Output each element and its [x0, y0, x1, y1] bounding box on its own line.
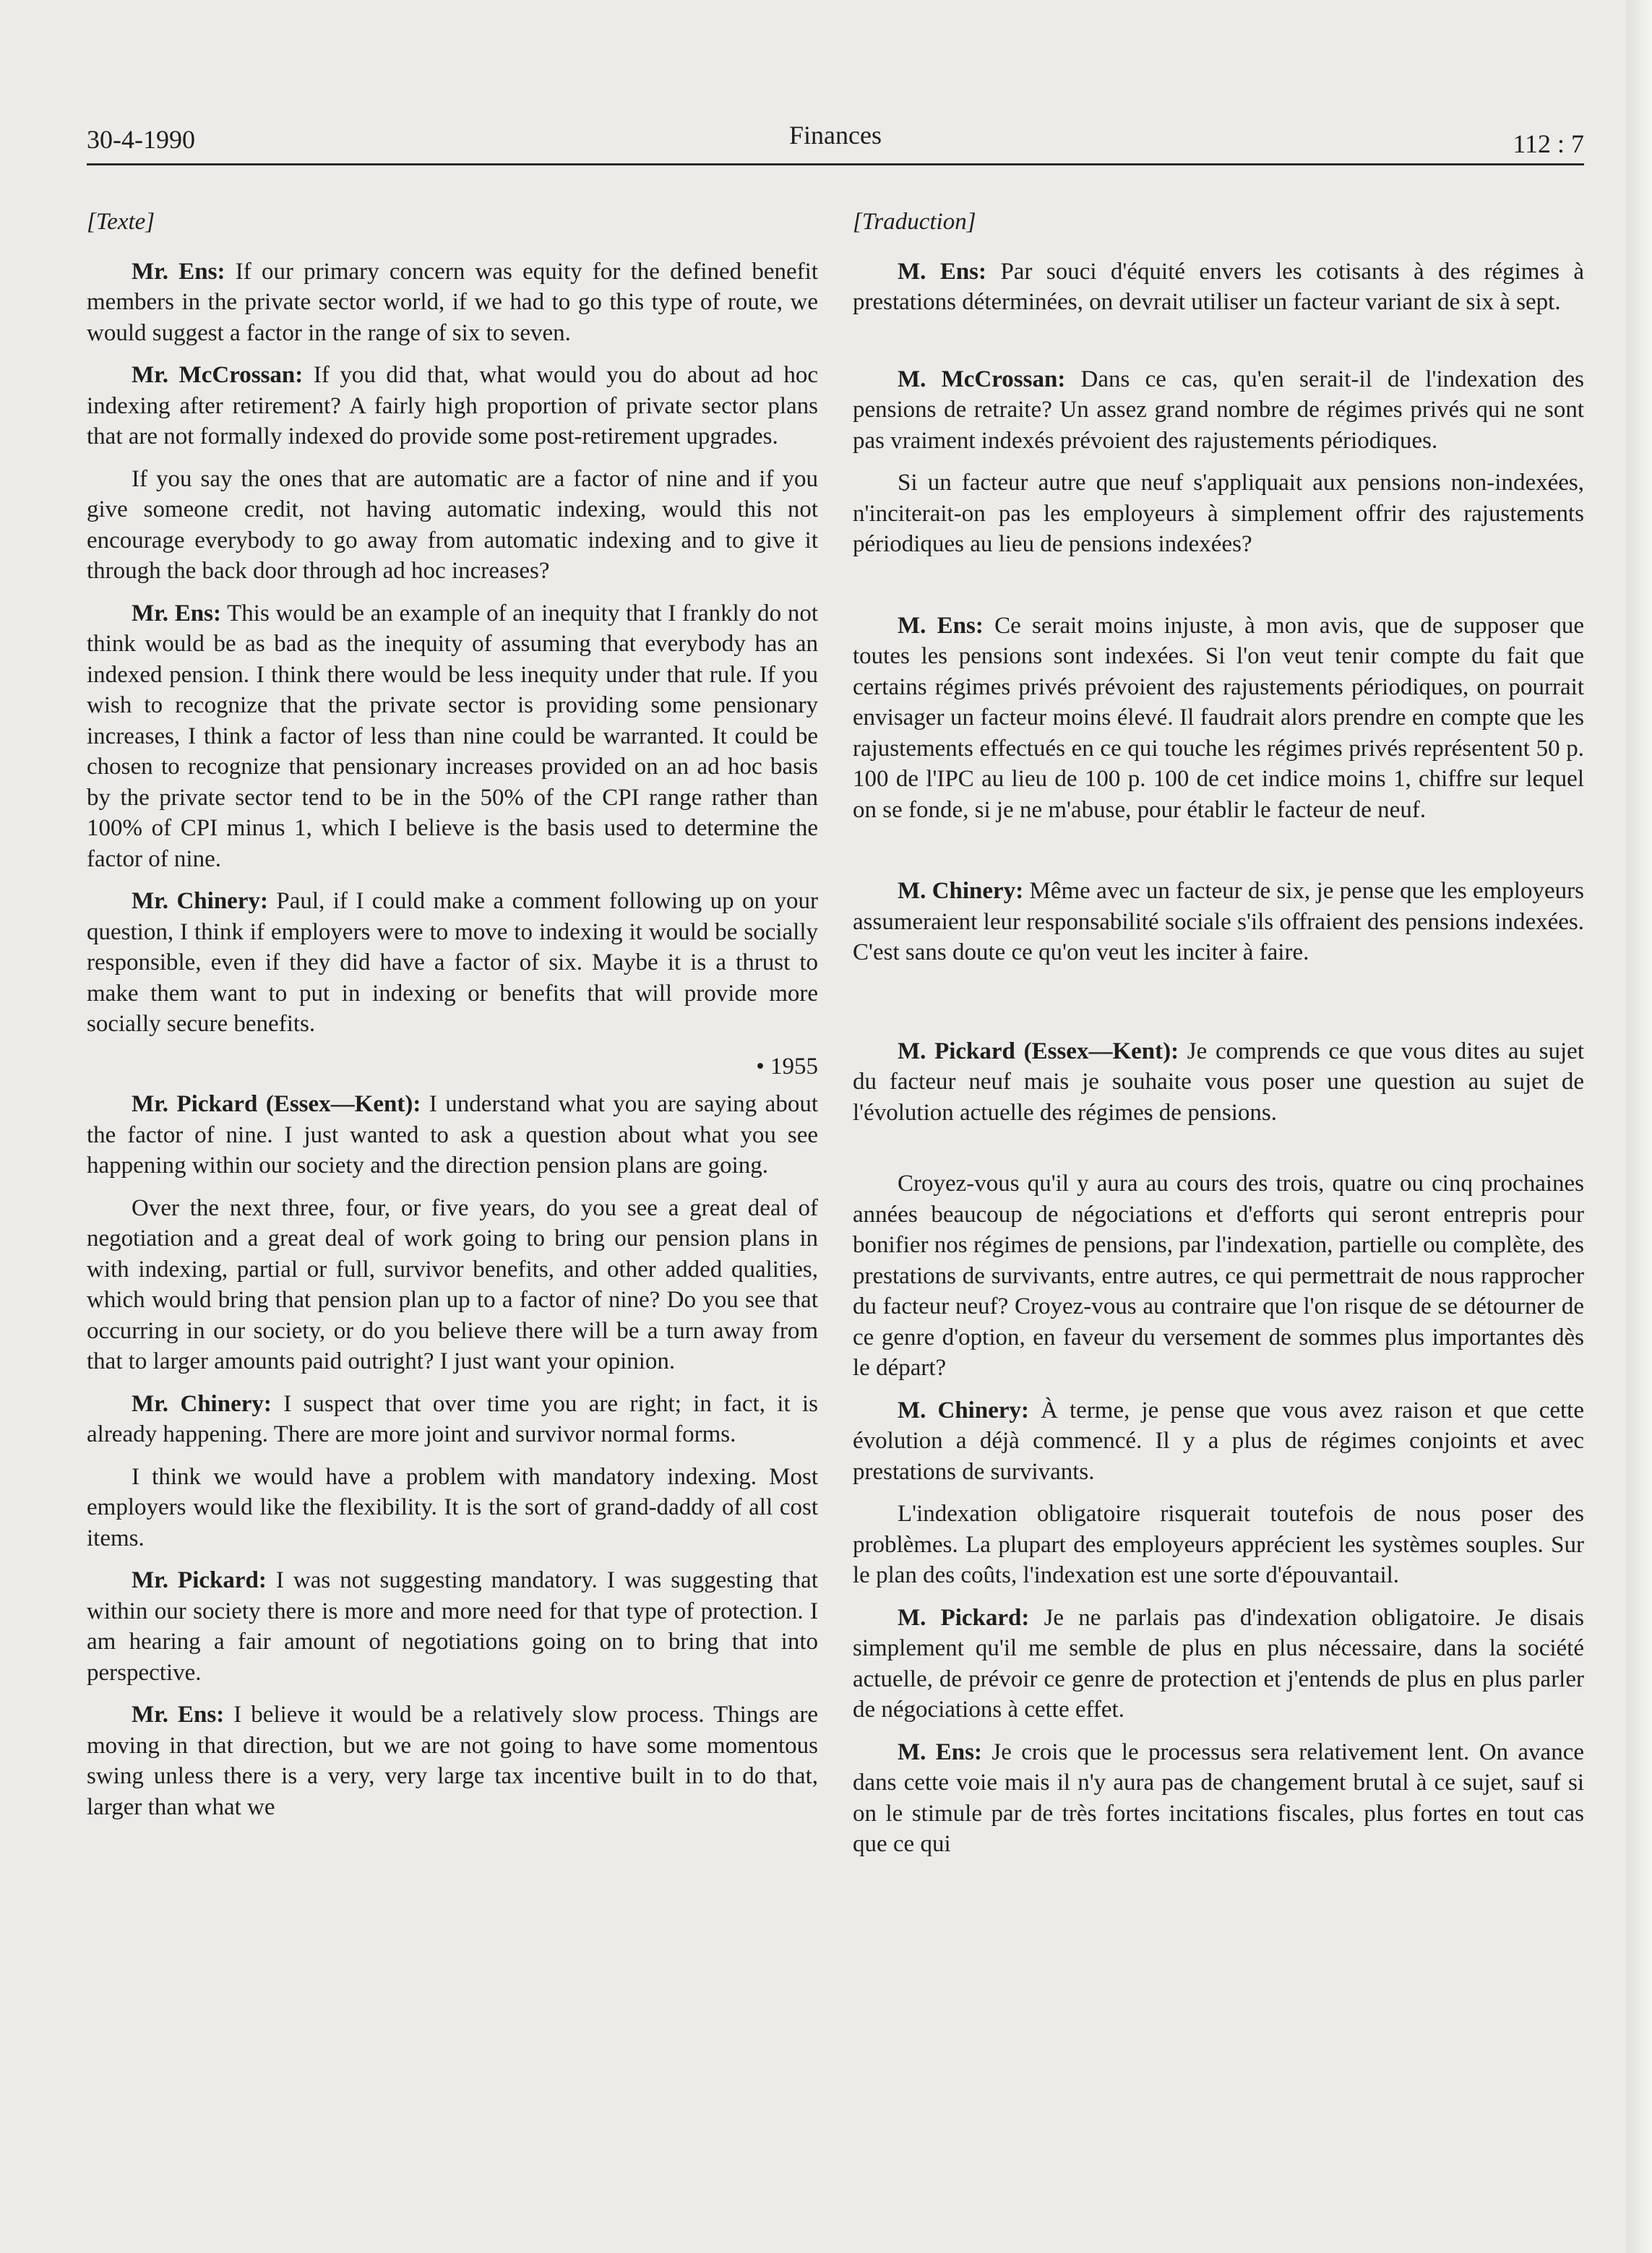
french-column [853, 207, 1584, 1871]
paragraph [853, 1603, 1584, 1726]
paragraph [87, 1193, 818, 1377]
paragraph [87, 598, 818, 875]
paragraph-text: Je comprends ce que vous dites au sujet du facteur neuf mais je souhaite vous poser une question au sujet de l'évolution actuelle des régimes de pensions. [853, 1038, 1584, 1126]
paragraph-text: If you say the ones that are automatic are a factor of nine and if you give someone credit, not having automatic indexing, would this not encourage everybody to go away from automatic indexing and to give it through the back door through ad hoc increases? [87, 465, 818, 584]
speaker-name: Mr. Chinery: [132, 1390, 272, 1417]
page-number: 112 : 7 [1513, 129, 1584, 158]
section-label-text: Traduction [861, 209, 967, 235]
paragraph-text: I think we would have a problem with mandatory indexing. Most employers would like the flexibility. It is the sort of grand-daddy of all cost items. [87, 1463, 818, 1551]
paragraph-text: Ce serait moins injuste, à mon avis, que de supposer que toutes les pensions sont indexées. Si l'on veut tenir compte du fait que certains régimes privés prévoient des rajustements périodiques, on pourrait envisager un facteur moins élevé. Il faudrait alors prendre en compte que les rajustements effectués en ce qui touche les régimes privés représentent 50 p. 100 de l'IPC au lieu de 100 p. 100 de cet indice moins 1, chiffre sur lequel on se fonde, si je ne m'abuse, pour établir le facteur de neuf. [853, 612, 1585, 823]
speaker-name: M. Ens: [898, 258, 987, 285]
paragraph-text: If you did that, what would you do about ad hoc indexing after retirement? A fairly high proportion of private sector plans that are not formally indexed do provide some post-retirement upgrades. [87, 362, 819, 449]
page-edge [1626, 0, 1652, 2253]
paragraph [87, 886, 818, 1040]
paragraph [853, 876, 1584, 968]
page-header [87, 123, 1584, 165]
section-label: [Texte] [87, 209, 155, 235]
paragraph [853, 1737, 1584, 1860]
paragraph [87, 1389, 818, 1450]
section-label-text: Texte [95, 209, 146, 235]
paragraph-text: I suspect that over time you are right; in fact, it is already happening. There are more joint and survivor normal forms. [87, 1390, 818, 1447]
speaker-name: M. Pickard: [898, 1604, 1030, 1631]
speaker-name: Mr. Ens: [132, 600, 221, 626]
spacer [853, 1140, 1584, 1168]
paragraph [87, 1462, 818, 1554]
paragraph-text: L'indexation obligatoire risquerait toutefois de nous poser des problèmes. La plupart des employeurs apprécient les systèmes souples. Sur le plan des coûts, l'indexation est une sorte d'épouvantail. [853, 1501, 1584, 1588]
paragraph [87, 464, 818, 587]
spacer [853, 572, 1584, 611]
paragraph-text: Par souci d'équité envers les cotisants à des régimes à prestations déterminées, on devrait utiliser un facteur variant de six à sept. [853, 258, 1584, 315]
paragraph-text: Paul, if I could make a comment following up on your question, I think if employers were to move to indexing it would be socially responsible, even if they did have a factor of six. Maybe it is a thrust to make them want to put in indexing or benefits that will provide more socially secure benefits. [87, 888, 818, 1037]
paragraph [853, 611, 1584, 826]
paragraph-text: Je crois que le processus sera relativement lent. On avance dans cette voie mais il n'y aura pas de changement brutal à ce sujet, sauf si on le stimule par de très fortes incitations fiscales, plus fortes en tout cas que ce qui [853, 1739, 1584, 1857]
paragraph-text: I understand what you are saying about the factor of nine. I just wanted to ask a question about what you see happening within our society and the direction pension plans are going. [87, 1091, 818, 1179]
spacer [853, 980, 1584, 1036]
english-column [87, 207, 818, 1834]
paragraph [853, 1499, 1584, 1591]
paragraph [87, 360, 818, 452]
paragraph-text: This would be an example of an inequity that I frankly do not think would be as bad as the inequity of assuming that everybody has an indexed pension. I think there would be less inequity under that rule. If you wish to recognize that the private sector is providing some pensionary increases, I think a factor of less than nine could be warranted. It could be chosen to recognize that pensionary increases provided on an ad hoc basis by the private sector tend to be in the 50% of the CPI range rather than 100% of CPI minus 1, which I believe is the basis used to determine the factor of nine. [87, 600, 818, 872]
speaker-name: M. McCrossan: [898, 366, 1066, 392]
paragraph-text: If our primary concern was equity for the defined benefit members in the private sector world, if we had to go this type of route, we would suggest a factor in the range of six to seven. [87, 258, 818, 346]
paragraph [853, 364, 1584, 457]
speaker-name: M. Ens: [898, 612, 984, 639]
speaker-name: Mr. Chinery: [132, 888, 268, 914]
speaker-name: M. Chinery: [898, 1397, 1029, 1423]
paragraph-text: I believe it would be a relatively slow process. Things are moving in that direction, but we are not going to have some momentous swing unless there is a very, very large tax incentive built in to do that, larger than what we [87, 1702, 818, 1820]
speaker-name: Mr. Pickard: [132, 1567, 267, 1593]
speaker-name: Mr. Ens: [132, 258, 225, 285]
speaker-name: Mr. Ens: [132, 1702, 225, 1728]
paragraph-text: I was not suggesting mandatory. I was suggesting that within our society there is more and more need for that type of protection. I am hearing a fair amount of negotiations going on to bring that into perspective. [87, 1567, 818, 1686]
paragraph-text: Dans ce cas, qu'en serait-il de l'indexation des pensions de retraite? Un assez grand nombre de régimes privés qui ne sont pas vraiment indexés prévoient des rajustements périodiques. [853, 366, 1584, 454]
page-date: 30-4-1990 [87, 125, 195, 154]
page-title: Finances [789, 121, 882, 150]
paragraph [87, 1565, 818, 1688]
spacer [853, 837, 1584, 876]
paragraph [87, 1700, 818, 1822]
speaker-name: M. Ens: [898, 1739, 982, 1765]
paragraph-text: Je ne parlais pas d'indexation obligatoire. Je disais simplement qu'il me semble de plus en plus nécessaire, dans la société actuelle, de prévoir ce genre de protection et j'entends de plus en plus parler de négociations à cette effet. [853, 1604, 1584, 1723]
paragraph-text: À terme, je pense que vous avez raison et que cette évolution a déjà commencé. Il y a plus de régimes conjoints et avec prestations de survivants. [853, 1397, 1584, 1485]
speaker-name: Mr. McCrossan: [132, 362, 304, 388]
time-marker: • 1955 [756, 1053, 818, 1080]
paragraph [853, 1168, 1584, 1384]
paragraph [853, 1395, 1584, 1488]
paragraph-text: Over the next three, four, or five years, do you see a great deal of negotiation and a great deal of work going to bring our pension plans in with indexing, partial or full, survivor benefits, and other added qualities, which would bring that pension plan up to a factor of nine? Do you see that occurring in our society, or do you believe there will be a turn away from that to larger amounts paid outright? I just want your opinion. [87, 1194, 818, 1374]
section-label: [Traduction] [853, 209, 976, 235]
paragraph-text: Si un facteur autre que neuf s'appliquait aux pensions non-indexées, n'inciterait-on pas les employeurs à simplement offrir des rajustements périodiques au lieu de pensions indexées? [853, 470, 1584, 557]
speaker-name: M. Pickard (Essex—Kent): [898, 1038, 1179, 1064]
paragraph [87, 1089, 818, 1181]
speaker-name: Mr. Pickard (Essex—Kent): [132, 1091, 421, 1117]
speaker-name: M. Chinery: [898, 878, 1024, 904]
spacer [853, 329, 1584, 364]
paragraph [853, 257, 1584, 318]
paragraph [853, 1036, 1584, 1129]
paragraph [87, 257, 818, 349]
paragraph-text: Même avec un facteur de six, je pense que les employeurs assumeraient leur responsabilité sociale s'ils offraient des pensions indexées. C'est sans doute ce qu'on veut les inciter à faire. [853, 878, 1585, 965]
paragraph-text: Croyez-vous qu'il y aura au cours des trois, quatre ou cinq prochaines années beaucoup de négociations et d'efforts qui seront entrepris pour bonifier nos régimes de pensions, par l'indexation, partielle ou complète, des prestations de survivants, entre autres, ce qui permettrait de nous rapprocher du facteur neuf? Croyez-vous au contraire que l'on risque de se détourner de ce genre d'option, en faveur du versement de sommes plus importantes dès le départ? [853, 1171, 1584, 1381]
paragraph [853, 468, 1584, 560]
